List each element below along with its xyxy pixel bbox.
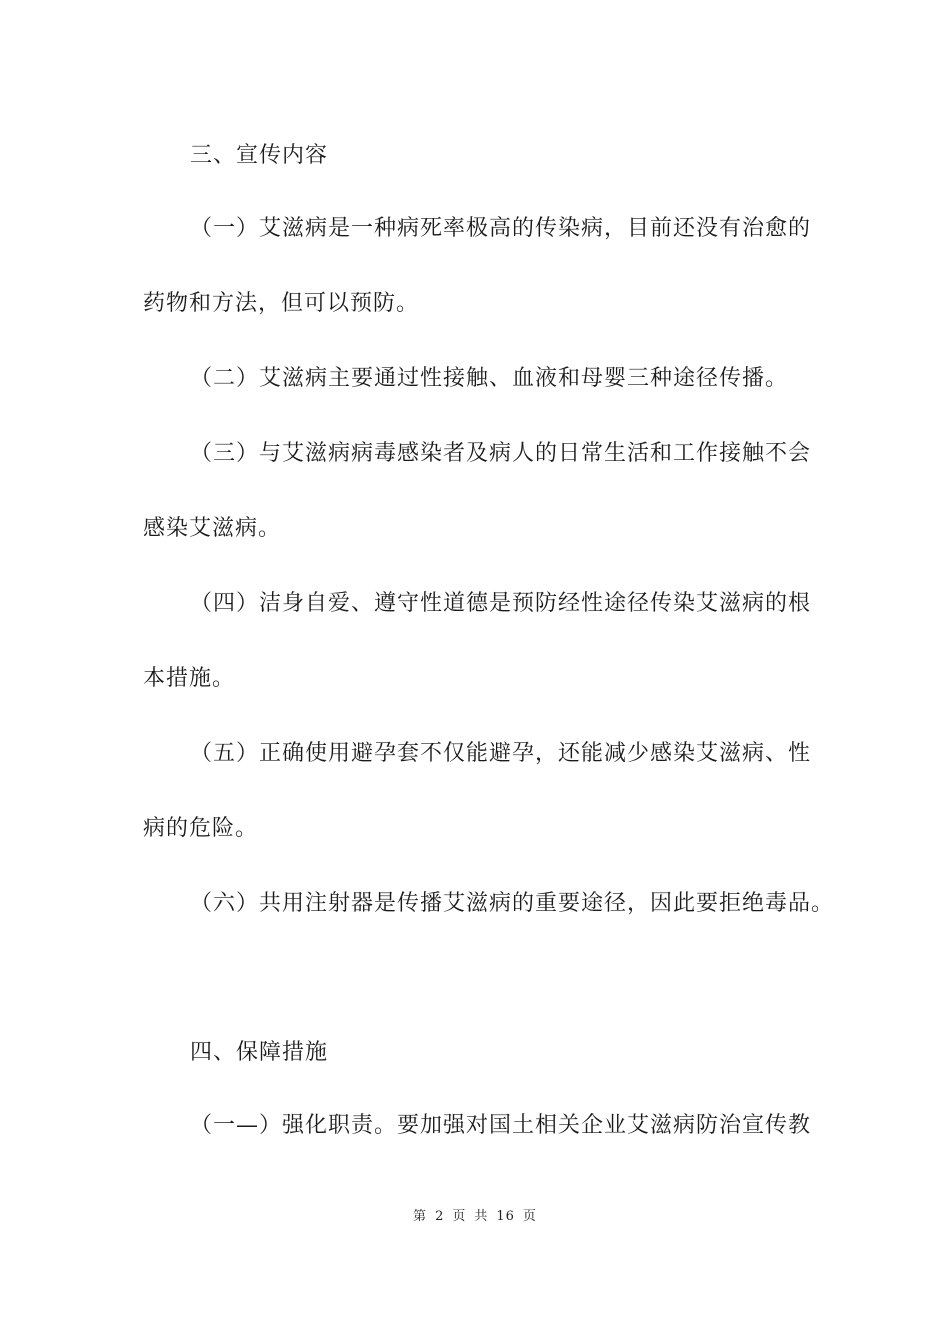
paragraph-line: 病的危险。 — [143, 816, 259, 841]
paragraph-line: 药物和方法，但可以预防。 — [143, 291, 420, 316]
section-heading-safeguard-measures: 四、保障措施 — [190, 1040, 329, 1065]
paragraph-line: （五）正确使用避孕套不仅能避孕，还能减少感染艾滋病、性 — [190, 741, 812, 766]
paragraph-line: （一）艾滋病是一种病死率极高的传染病，目前还没有治愈的 — [190, 216, 812, 241]
footer-current-page: 2 — [435, 1209, 445, 1224]
footer-suffix: 页 — [522, 1209, 537, 1224]
footer-total-pages: 16 — [496, 1209, 515, 1224]
paragraph-line: （六）共用注射器是传播艾滋病的重要途径，因此要拒绝毒品。 — [190, 891, 835, 916]
paragraph-line: （三）与艾滋病病毒感染者及病人的日常生活和工作接触不会 — [190, 441, 812, 466]
paragraph-line: （一—）强化职责。要加强对国土相关企业艾滋病防治宣传教 — [190, 1113, 812, 1138]
paragraph-line: 感染艾滋病。 — [143, 516, 282, 541]
paragraph-line: （二）艾滋病主要通过性接触、血液和母婴三种途径传播。 — [190, 366, 789, 391]
paragraph-line: （四）洁身自爱、遵守性道德是预防经性途径传染艾滋病的根 — [190, 591, 812, 616]
page-footer — [0, 1208, 950, 1226]
paragraph-line: 本措施。 — [143, 666, 236, 691]
footer-prefix: 第 — [413, 1209, 428, 1224]
footer-total-word: 共 — [474, 1209, 489, 1224]
section-heading-publicity-content: 三、宣传内容 — [190, 143, 329, 168]
footer-page-word: 页 — [452, 1209, 467, 1224]
